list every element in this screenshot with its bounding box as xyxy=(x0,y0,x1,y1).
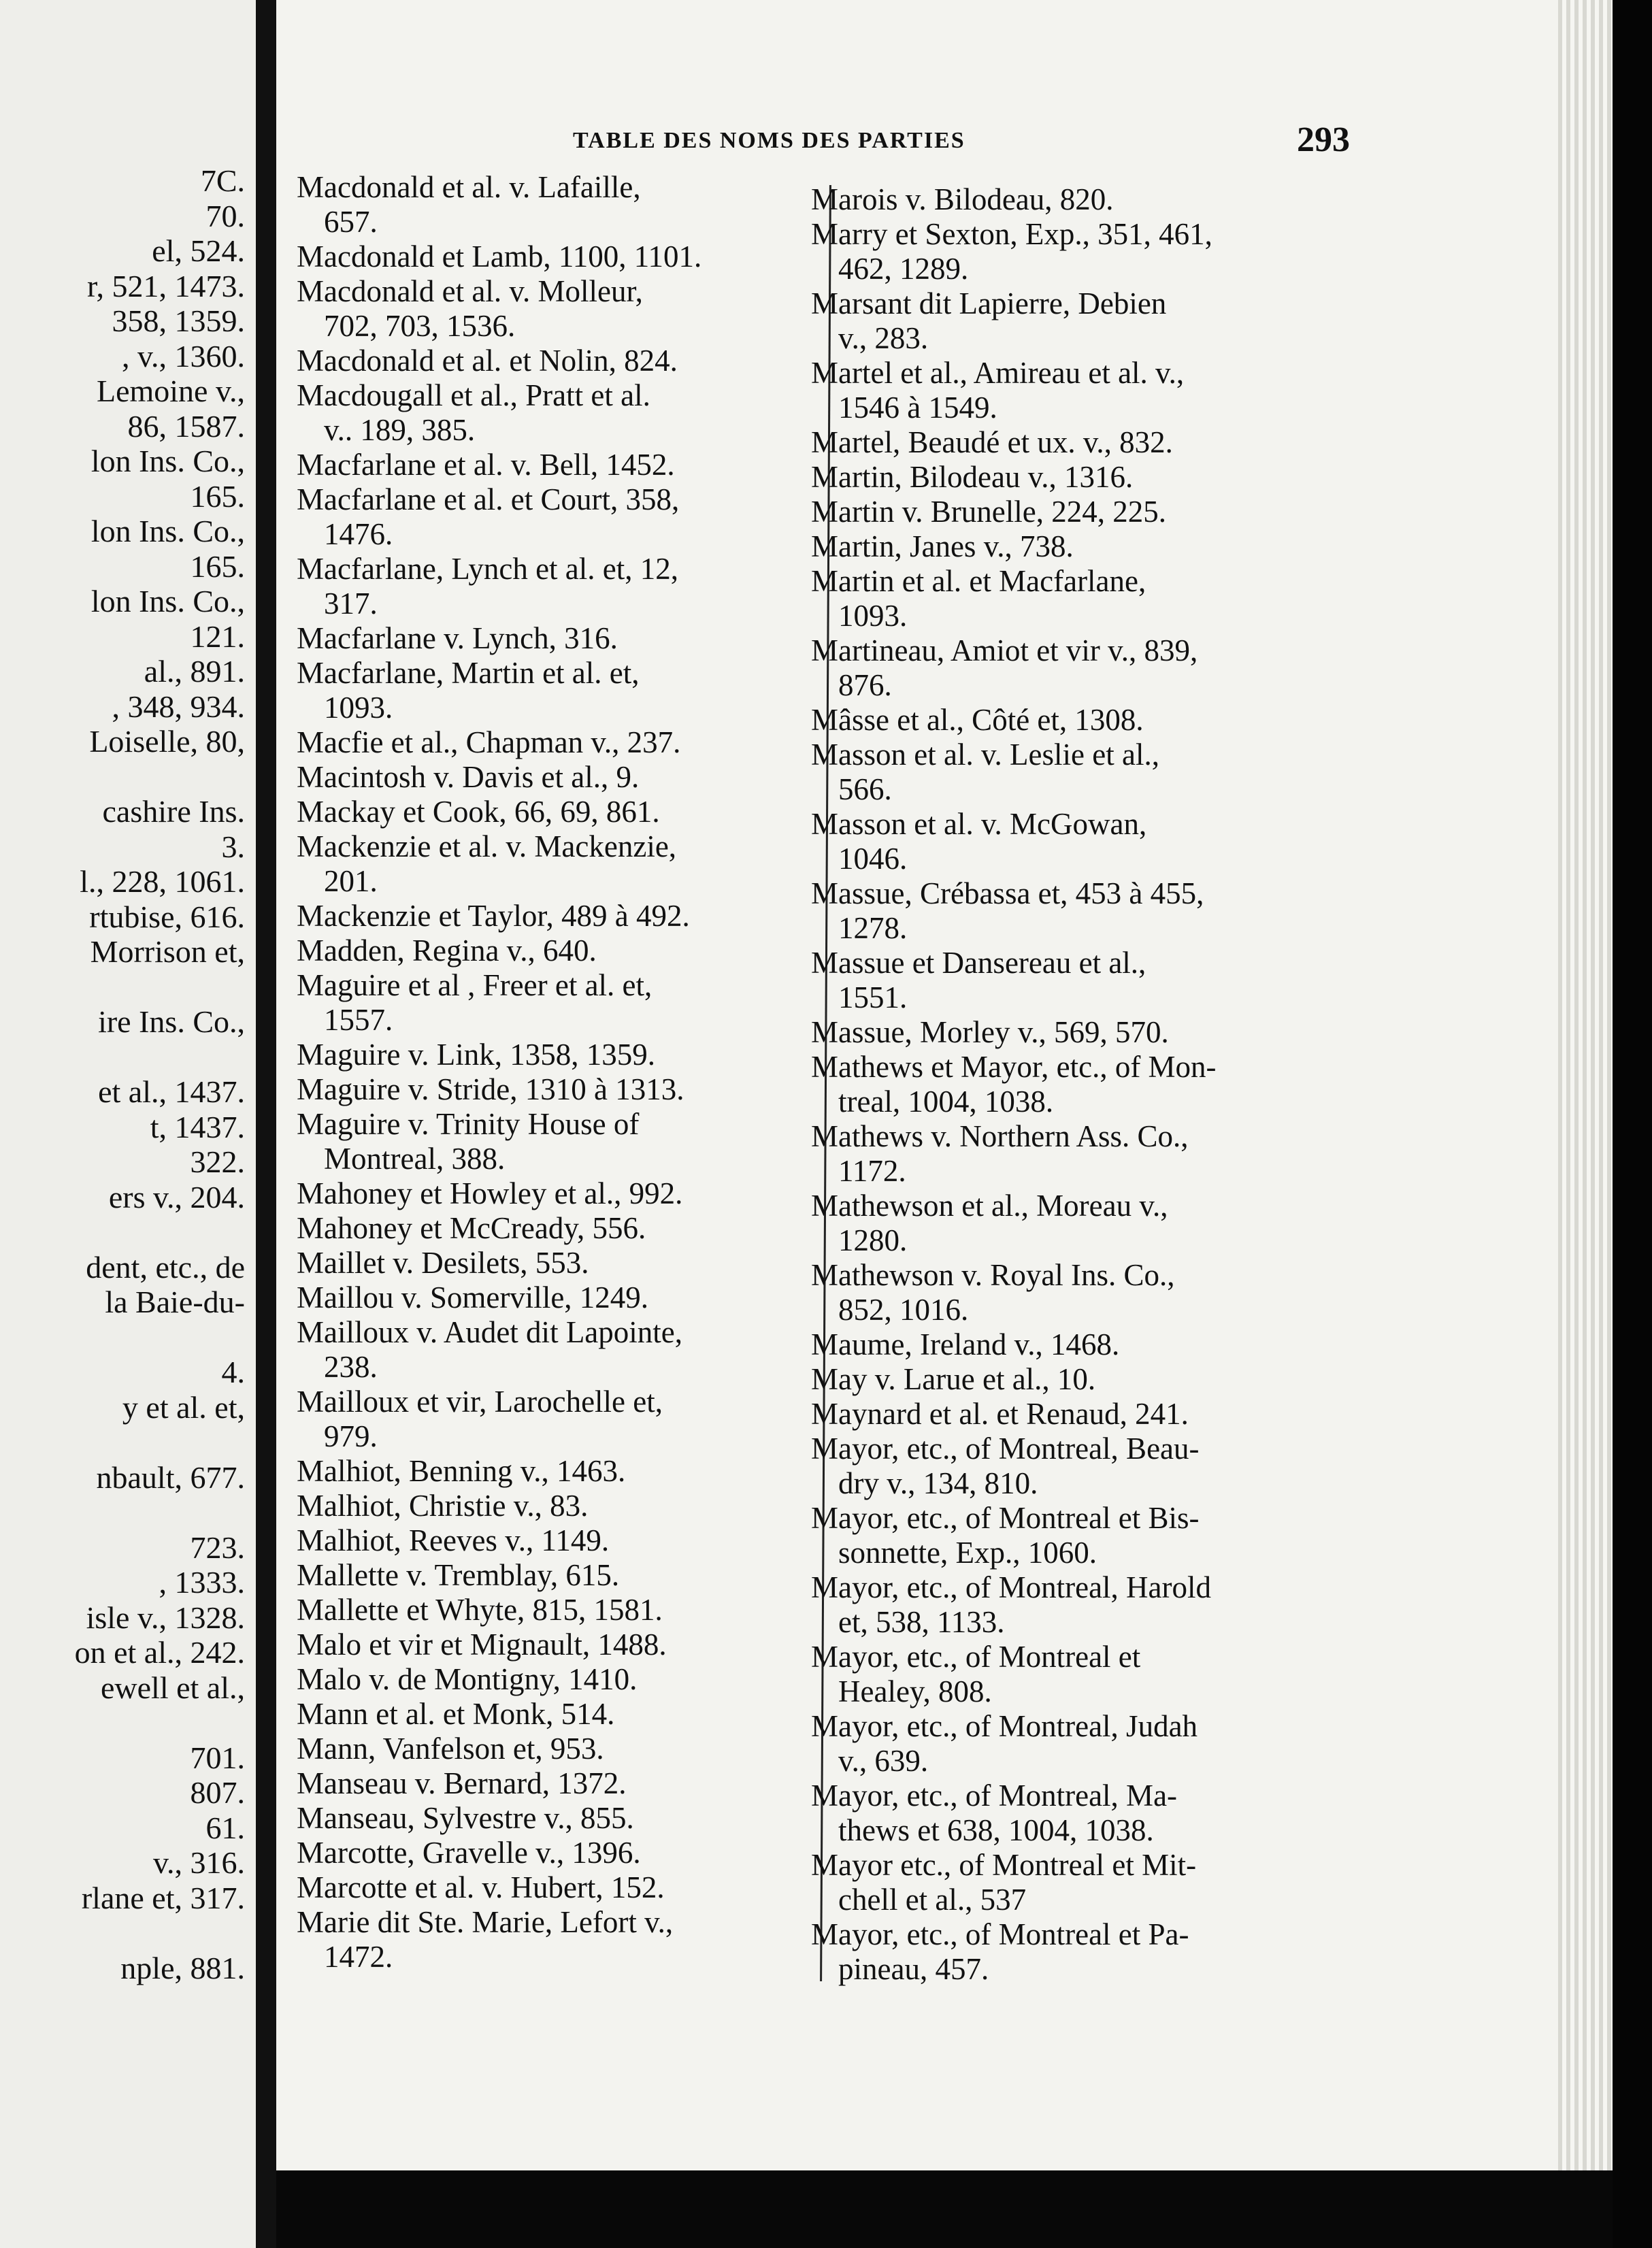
index-entry xyxy=(811,1501,1328,1570)
index-entry xyxy=(297,1385,814,1454)
index-entry xyxy=(811,946,1328,1015)
entry-continuation: 238. xyxy=(324,1350,378,1384)
index-entry xyxy=(811,633,1328,703)
index-entry xyxy=(811,495,1328,529)
previous-page-line: 4. xyxy=(221,1355,245,1389)
entry-continuation: v.. 189, 385. xyxy=(324,413,476,447)
previous-page-line: v., 316. xyxy=(152,1845,245,1880)
entry-line: Mayor, etc., of Montreal, Ma- xyxy=(811,1779,1178,1813)
entry-line: Mallette et Whyte, 815, 1581. xyxy=(297,1593,663,1627)
entry-line: Mayor, etc., of Montreal, Harold xyxy=(811,1570,1212,1604)
index-entry xyxy=(811,182,1328,217)
index-entry xyxy=(297,170,814,239)
index-entry xyxy=(811,1015,1328,1050)
entry-line: Masson et al. v. McGowan, xyxy=(811,807,1147,841)
entry-continuation: 1546 à 1549. xyxy=(838,391,997,425)
previous-page-line: lon Ins. Co., xyxy=(90,514,245,548)
entry-line: Mayor, etc., of Montreal et Pa- xyxy=(811,1917,1189,1951)
entry-line: Mann et al. et Monk, 514. xyxy=(297,1697,615,1731)
index-entry xyxy=(297,1905,814,1974)
entry-continuation: pineau, 457. xyxy=(838,1952,989,1986)
index-entry xyxy=(297,448,814,482)
index-entry xyxy=(811,738,1328,807)
entry-line: Marry et Sexton, Exp., 351, 461, xyxy=(811,217,1212,251)
index-entry xyxy=(297,725,814,760)
index-entry xyxy=(297,1558,814,1593)
previous-page-line: lon Ins. Co., xyxy=(90,444,245,478)
index-entry xyxy=(297,899,814,933)
index-entry xyxy=(297,1072,814,1107)
index-entry xyxy=(297,1766,814,1801)
entry-line: May v. Larue et al., 10. xyxy=(811,1362,1096,1396)
entry-line: Malo et vir et Mignault, 1488. xyxy=(297,1627,667,1662)
index-entry xyxy=(811,1119,1328,1189)
entry-line: Martin v. Brunelle, 224, 225. xyxy=(811,495,1167,529)
index-entry xyxy=(811,1397,1328,1432)
entry-line: Mayor, etc., of Montreal et xyxy=(811,1640,1141,1674)
index-entry xyxy=(297,760,814,795)
entry-continuation: Healey, 808. xyxy=(838,1674,992,1708)
entry-line: Martel et al., Amireau et al. v., xyxy=(811,356,1185,390)
index-entry xyxy=(811,1779,1328,1848)
index-entry xyxy=(297,1211,814,1246)
index-entry xyxy=(297,968,814,1038)
index-entry xyxy=(297,1627,814,1662)
entry-line: Mathews v. Northern Ass. Co., xyxy=(811,1119,1189,1153)
entry-continuation: 1472. xyxy=(324,1940,393,1974)
entry-line: Marcotte, Gravelle v., 1396. xyxy=(297,1836,641,1870)
previous-page xyxy=(0,0,256,2248)
index-entry xyxy=(811,1848,1328,1917)
previous-page-line: dent, etc., de xyxy=(86,1249,245,1285)
entry-continuation: chell et al., 537 xyxy=(838,1883,1027,1917)
entry-continuation: 201. xyxy=(324,864,378,898)
index-entry xyxy=(297,1662,814,1697)
previous-page-line: 61. xyxy=(205,1810,245,1845)
entry-line: Malo v. de Montigny, 1410. xyxy=(297,1662,638,1696)
index-entry xyxy=(297,656,814,725)
entry-line: Mackenzie et al. v. Mackenzie, xyxy=(297,829,677,863)
entry-continuation: treal, 1004, 1038. xyxy=(838,1085,1054,1119)
entry-line: Manseau v. Bernard, 1372. xyxy=(297,1766,627,1800)
entry-line: Macintosh v. Davis et al., 9. xyxy=(297,760,640,794)
previous-page-line: nbault, 677. xyxy=(96,1459,245,1495)
entry-continuation: 979. xyxy=(324,1419,378,1453)
previous-page-line: l., 228, 1061. xyxy=(80,864,245,899)
entry-line: Macfarlane et al. et Court, 358, xyxy=(297,482,680,516)
previous-page-line: 358, 1359. xyxy=(112,303,245,338)
entry-line: Martel, Beaudé et ux. v., 832. xyxy=(811,425,1173,459)
index-entry xyxy=(297,274,814,344)
entry-line: Maynard et al. et Renaud, 241. xyxy=(811,1397,1189,1431)
index-entry xyxy=(811,529,1328,564)
entry-line: Malhiot, Christie v., 83. xyxy=(297,1489,589,1523)
entry-line: Macdougall et al., Pratt et al. xyxy=(297,378,650,412)
entry-continuation: 1093. xyxy=(324,691,393,725)
entry-line: Maillet v. Desilets, 553. xyxy=(297,1246,589,1280)
entry-line: Mailloux et vir, Larochelle et, xyxy=(297,1385,663,1419)
previous-page-line: Morrison et, xyxy=(90,934,245,969)
entry-continuation: 657. xyxy=(324,205,378,239)
entry-line: Maume, Ireland v., 1468. xyxy=(811,1327,1120,1361)
entry-line: Macfarlane et al. v. Bell, 1452. xyxy=(297,448,675,482)
index-entry xyxy=(811,807,1328,876)
entry-continuation: dry v., 134, 810. xyxy=(838,1466,1038,1500)
entry-continuation: v., 639. xyxy=(838,1744,929,1778)
entry-line: Macfarlane, Lynch et al. et, 12, xyxy=(297,552,679,586)
entry-continuation: thews et 638, 1004, 1038. xyxy=(838,1813,1154,1847)
running-title: TABLE DES NOMS DES PARTIES xyxy=(573,128,965,153)
previous-page-line: rlane et, 317. xyxy=(81,1880,245,1915)
index-entry xyxy=(811,217,1328,286)
entry-line: Martineau, Amiot et vir v., 839, xyxy=(811,633,1198,667)
entry-line: Martin et al. et Macfarlane, xyxy=(811,564,1146,598)
entry-continuation: 462, 1289. xyxy=(838,252,969,286)
right-column xyxy=(811,182,1328,1987)
previous-page-line: 86, 1587. xyxy=(127,408,245,444)
entry-line: Massue, Crébassa et, 453 à 455, xyxy=(811,876,1204,910)
previous-page-line: 807. xyxy=(190,1775,245,1810)
previous-page-line: 165. xyxy=(190,548,245,584)
entry-line: Macdonald et al. et Nolin, 824. xyxy=(297,344,678,378)
entry-line: Macfarlane v. Lynch, 316. xyxy=(297,621,618,655)
entry-line: Mayor, etc., of Montreal, Beau- xyxy=(811,1432,1200,1466)
previous-page-line: 322. xyxy=(190,1144,245,1179)
previous-page-line: Loiselle, 80, xyxy=(89,724,245,759)
index-entry xyxy=(811,460,1328,495)
index-entry xyxy=(297,1836,814,1870)
index-entry xyxy=(811,1709,1328,1779)
entry-line: Marcotte et al. v. Hubert, 152. xyxy=(297,1870,665,1904)
previous-page-line: al., 891. xyxy=(144,654,245,689)
previous-page-line: on et al., 242. xyxy=(74,1635,245,1670)
entry-continuation: Montreal, 388. xyxy=(324,1142,506,1176)
index-entry xyxy=(811,1362,1328,1397)
entry-line: Maillou v. Somerville, 1249. xyxy=(297,1280,649,1315)
entry-line: Madden, Regina v., 640. xyxy=(297,933,597,968)
previous-page-line: et al., 1437. xyxy=(98,1074,245,1109)
entry-continuation: 317. xyxy=(324,586,378,621)
index-page xyxy=(276,0,1603,2248)
entry-line: Macfarlane, Martin et al. et, xyxy=(297,656,640,690)
entry-line: Marsant dit Lapierre, Debien xyxy=(811,286,1167,320)
entry-line: Martin, Bilodeau v., 1316. xyxy=(811,460,1134,494)
entry-line: Malhiot, Benning v., 1463. xyxy=(297,1454,626,1488)
entry-line: Marois v. Bilodeau, 820. xyxy=(811,182,1114,216)
index-entry xyxy=(811,1050,1328,1119)
entry-line: Mackenzie et Taylor, 489 à 492. xyxy=(297,899,690,933)
entry-line: Macdonald et al. v. Lafaille, xyxy=(297,170,641,204)
index-entry xyxy=(297,1870,814,1905)
entry-line: Mâsse et al., Côté et, 1308. xyxy=(811,703,1144,737)
previous-page-line: 121. xyxy=(190,618,245,654)
previous-page-line: 165. xyxy=(190,478,245,514)
index-entry xyxy=(297,829,814,899)
index-entry xyxy=(297,1801,814,1836)
entry-line: Mathews et Mayor, etc., of Mon- xyxy=(811,1050,1217,1084)
index-entry xyxy=(297,1732,814,1766)
previous-page-line: , v., 1360. xyxy=(121,338,245,374)
index-entry xyxy=(297,1523,814,1558)
entry-line: Mayor etc., of Montreal et Mit- xyxy=(811,1848,1197,1882)
index-entry xyxy=(297,1315,814,1385)
index-entry xyxy=(811,286,1328,356)
index-entry xyxy=(297,1107,814,1176)
index-entry xyxy=(297,1593,814,1627)
entry-line: Mahoney et McCready, 556. xyxy=(297,1211,646,1245)
index-entry xyxy=(297,344,814,378)
entry-line: Mayor, etc., of Montreal, Judah xyxy=(811,1709,1198,1743)
book-gutter xyxy=(256,0,276,2248)
index-entry xyxy=(811,1640,1328,1709)
page-edges xyxy=(1558,0,1613,2248)
previous-page-line: 3. xyxy=(221,829,245,864)
index-entry xyxy=(297,795,814,829)
entry-continuation: 566. xyxy=(838,772,892,806)
index-entry xyxy=(297,1489,814,1523)
entry-line: Manseau, Sylvestre v., 855. xyxy=(297,1801,634,1835)
previous-page-text xyxy=(0,0,256,2248)
entry-line: Mathewson v. Royal Ins. Co., xyxy=(811,1258,1175,1292)
index-entry xyxy=(297,621,814,656)
entry-continuation: 1172. xyxy=(838,1154,906,1188)
previous-page-line: 723. xyxy=(190,1530,245,1565)
entry-line: Macdonald et al. v. Molleur, xyxy=(297,274,643,308)
entry-line: Malhiot, Reeves v., 1149. xyxy=(297,1523,610,1557)
index-entry xyxy=(811,876,1328,946)
index-entry xyxy=(811,1327,1328,1362)
entry-line: Maguire v. Stride, 1310 à 1313. xyxy=(297,1072,684,1106)
previous-page-line: ire Ins. Co., xyxy=(98,1004,245,1039)
previous-page-line: , 348, 934. xyxy=(112,689,245,724)
index-entry xyxy=(811,1189,1328,1258)
entry-line: Mahoney et Howley et al., 992. xyxy=(297,1176,683,1210)
index-entry xyxy=(297,482,814,552)
previous-page-line: nple, 881. xyxy=(120,1950,245,1985)
index-entry xyxy=(297,1176,814,1211)
entry-continuation: 1476. xyxy=(324,517,393,551)
index-entry xyxy=(297,1454,814,1489)
previous-page-line: r, 521, 1473. xyxy=(87,268,245,303)
entry-continuation: 1280. xyxy=(838,1223,908,1257)
index-entry xyxy=(811,425,1328,460)
index-entry xyxy=(297,378,814,448)
index-entry xyxy=(811,564,1328,633)
left-column xyxy=(297,170,814,1974)
index-entry xyxy=(297,1246,814,1280)
index-entry xyxy=(811,1432,1328,1501)
index-entry xyxy=(297,1038,814,1072)
entry-line: Mailloux v. Audet dit Lapointe, xyxy=(297,1315,683,1349)
entry-line: Maguire v. Link, 1358, 1359. xyxy=(297,1038,656,1072)
previous-page-line: lon Ins. Co., xyxy=(90,584,245,618)
entry-line: Mathewson et al., Moreau v., xyxy=(811,1189,1168,1223)
index-entry xyxy=(811,1258,1328,1327)
entry-line: Maguire et al , Freer et al. et, xyxy=(297,968,652,1002)
previous-page-line: Lemoine v., xyxy=(96,374,245,408)
entry-line: Macfie et al., Chapman v., 237. xyxy=(297,725,681,759)
entry-continuation: sonnette, Exp., 1060. xyxy=(838,1536,1097,1570)
index-entry xyxy=(297,552,814,621)
previous-page-line: 7C. xyxy=(200,163,245,198)
page-number: 293 xyxy=(1297,120,1350,159)
entry-continuation: 1557. xyxy=(324,1003,393,1037)
index-entry xyxy=(297,933,814,968)
previous-page-line: t, 1437. xyxy=(150,1109,245,1144)
entry-continuation: v., 283. xyxy=(838,321,929,355)
index-entry xyxy=(297,1280,814,1315)
entry-continuation: 702, 703, 1536. xyxy=(324,309,516,343)
entry-continuation: 1278. xyxy=(838,911,908,945)
entry-line: Marie dit Ste. Marie, Lefort v., xyxy=(297,1905,674,1939)
entry-line: Mackay et Cook, 66, 69, 861. xyxy=(297,795,660,829)
entry-continuation: 1093. xyxy=(838,599,908,633)
index-entry xyxy=(297,239,814,274)
entry-line: Martin, Janes v., 738. xyxy=(811,529,1074,563)
index-entry xyxy=(811,703,1328,738)
entry-line: Mallette v. Tremblay, 615. xyxy=(297,1558,620,1592)
previous-page-line: isle v., 1328. xyxy=(86,1600,245,1635)
entry-line: Massue, Morley v., 569, 570. xyxy=(811,1015,1169,1049)
entry-continuation: 876. xyxy=(838,668,892,702)
entry-line: Mann, Vanfelson et, 953. xyxy=(297,1732,604,1766)
previous-page-line: cashire Ins. xyxy=(102,794,245,829)
index-entry xyxy=(297,1697,814,1732)
previous-page-line: ewell et al., xyxy=(100,1670,245,1705)
previous-page-line: el, 524. xyxy=(152,233,245,268)
entry-line: Masson et al. v. Leslie et al., xyxy=(811,738,1159,772)
previous-page-line: y et al. et, xyxy=(122,1389,245,1425)
previous-page-line: 701. xyxy=(190,1740,245,1775)
entry-continuation: et, 538, 1133. xyxy=(838,1605,1005,1639)
previous-page-line: la Baie-du- xyxy=(105,1285,245,1319)
bottom-shadow xyxy=(276,2170,1613,2248)
entry-line: Maguire v. Trinity House of xyxy=(297,1107,640,1141)
entry-continuation: 852, 1016. xyxy=(838,1293,969,1327)
index-entry xyxy=(811,356,1328,425)
previous-page-line: ers v., 204. xyxy=(108,1179,245,1214)
index-entry xyxy=(811,1570,1328,1640)
entry-line: Macdonald et Lamb, 1100, 1101. xyxy=(297,239,702,274)
index-entry xyxy=(811,1917,1328,1987)
entry-line: Massue et Dansereau et al., xyxy=(811,946,1146,980)
previous-page-line: , 1333. xyxy=(159,1565,245,1600)
entry-continuation: 1551. xyxy=(838,980,908,1014)
previous-page-line: 70. xyxy=(205,198,245,233)
entry-continuation: 1046. xyxy=(838,842,908,876)
entry-line: Mayor, etc., of Montreal et Bis- xyxy=(811,1501,1200,1535)
previous-page-line: rtubise, 616. xyxy=(89,899,245,934)
